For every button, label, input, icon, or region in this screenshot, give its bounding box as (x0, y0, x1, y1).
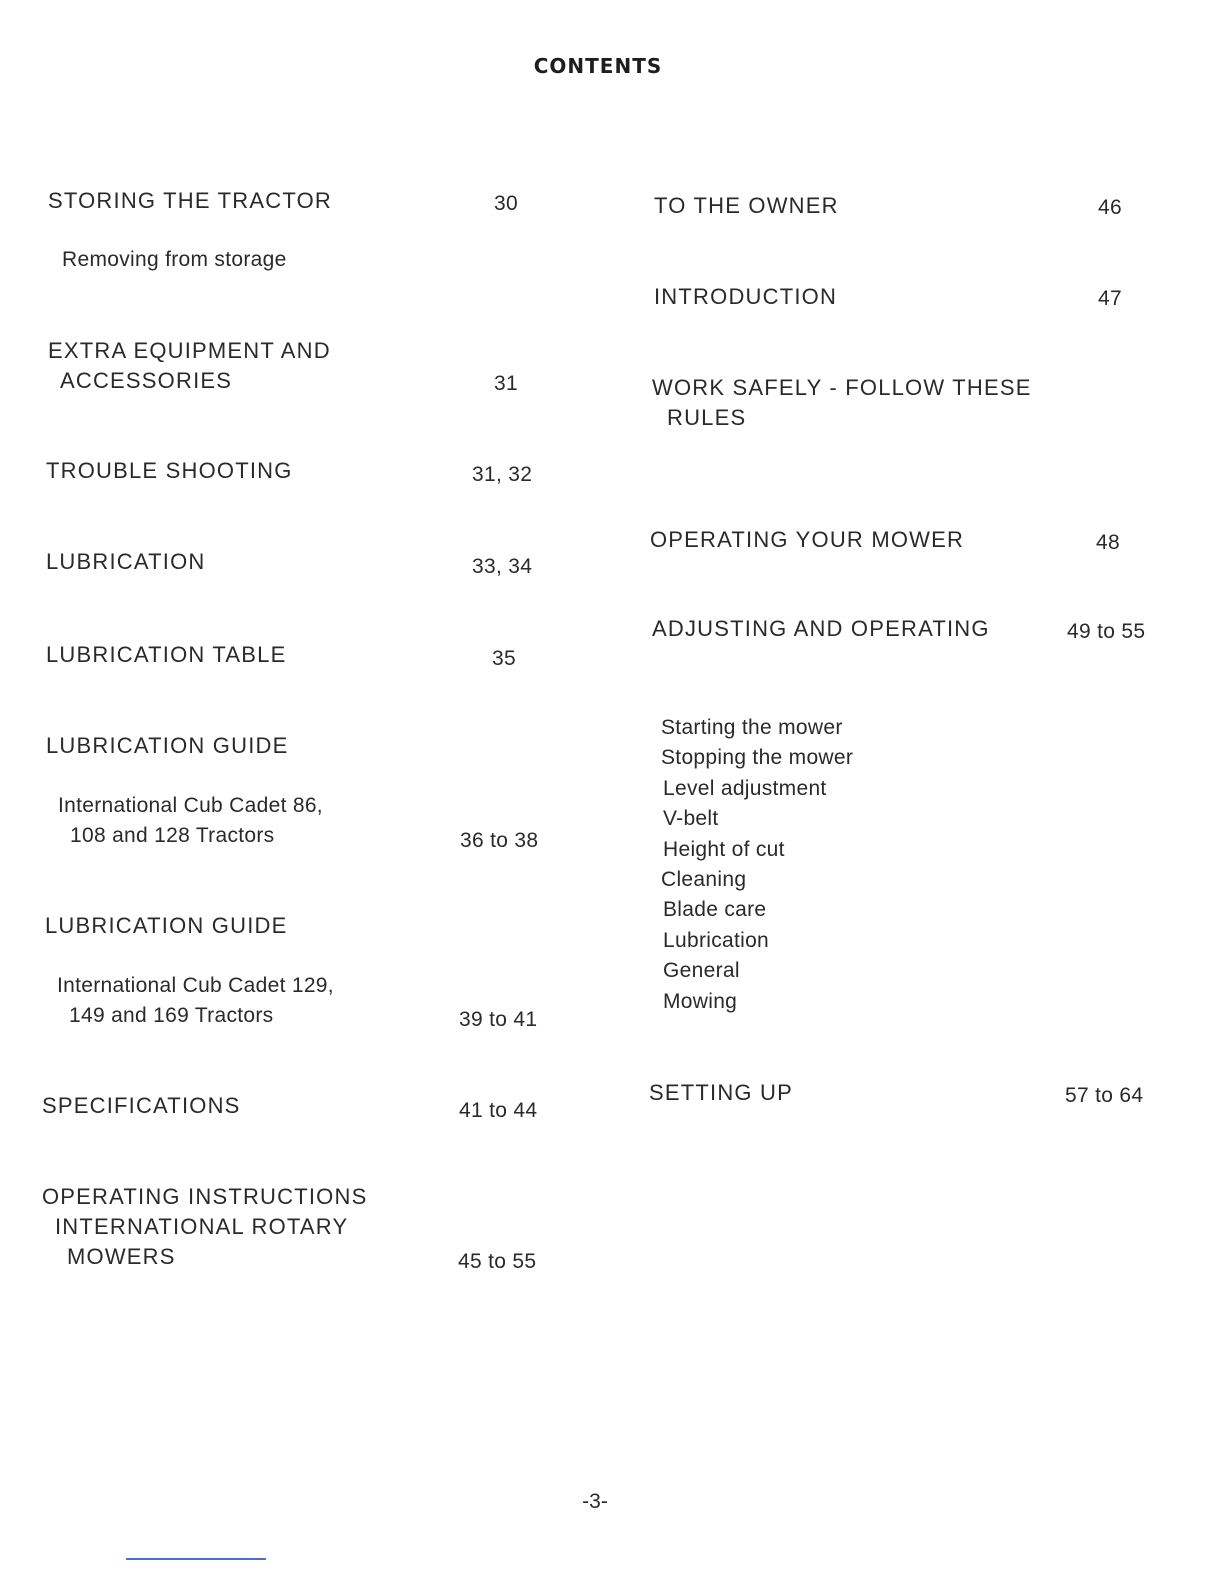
toc-page-introduction: 47 (1098, 287, 1122, 310)
toc-heading-specifications: SPECIFICATIONS (42, 1093, 241, 1118)
toc-page-setting-up: 57 to 64 (1065, 1084, 1144, 1107)
subentry-blade-care: Blade care (663, 898, 767, 922)
toc-heading-to-the-owner: TO THE OWNER (654, 193, 839, 218)
page-number: -3- (582, 1490, 608, 1513)
toc-heading-adjusting-and-operating: ADJUSTING AND OPERATING (652, 616, 990, 641)
toc-page-cub-cadet-86: 36 to 38 (460, 829, 539, 852)
toc-page-lubrication: 33, 34 (472, 555, 533, 578)
toc-heading-operating-instructions: OPERATING INSTRUCTIONS INTERNATIONAL ROTARY MOWERS (42, 1184, 368, 1269)
toc-page-adjusting-and-operating: 49 to 55 (1067, 620, 1146, 643)
toc-subentry-list-mower-operations (661, 713, 853, 1017)
toc-page-storing-the-tractor: 30 (494, 192, 518, 215)
subentry-lubrication: Lubrication (663, 928, 770, 952)
toc-heading-lubrication-guide-2: LUBRICATION GUIDE (45, 913, 288, 938)
subentry-starting-the-mower: Starting the mower (661, 716, 843, 739)
page-title: CONTENTS (533, 54, 663, 78)
toc-page-operating-instructions: 45 to 55 (458, 1250, 537, 1273)
toc-heading-lubrication: LUBRICATION (46, 549, 206, 574)
toc-heading-operating-your-mower: OPERATING YOUR MOWER (650, 527, 965, 552)
toc-page-to-the-owner: 46 (1098, 196, 1122, 219)
subentry-mowing: Mowing (663, 989, 738, 1013)
toc-subentry-removing-from-storage: Removing from storage (62, 248, 287, 271)
subentry-v-belt: V-belt (663, 807, 719, 831)
toc-page-cub-cadet-129: 39 to 41 (459, 1008, 538, 1031)
toc-page-operating-your-mower: 48 (1096, 531, 1120, 554)
subentry-general: General (663, 959, 740, 983)
toc-page-lubrication-table: 35 (492, 647, 516, 670)
toc-heading-setting-up: SETTING UP (649, 1080, 794, 1105)
toc-heading-introduction: INTRODUCTION (654, 284, 838, 309)
toc-heading-trouble-shooting: TROUBLE SHOOTING (46, 458, 293, 483)
toc-subentry-cub-cadet-129: International Cub Cadet 129, 149 and 169 Tractors (57, 974, 334, 1027)
scan-edge-mark (126, 1558, 266, 1560)
toc-page-extra-equipment: 31 (494, 372, 518, 395)
toc-subentry-cub-cadet-86: International Cub Cadet 86, 108 and 128 Tractors (58, 794, 323, 847)
toc-heading-storing-the-tractor: STORING THE TRACTOR (48, 188, 332, 213)
toc-heading-work-safely: WORK SAFELY - FOLLOW THESE RULES (652, 375, 1032, 430)
subentry-stopping-the-mower: Stopping the mower (661, 746, 854, 770)
toc-heading-lubrication-table: LUBRICATION TABLE (46, 642, 287, 667)
toc-page-specifications: 41 to 44 (459, 1099, 538, 1122)
toc-heading-extra-equipment: EXTRA EQUIPMENT AND ACCESSORIES (48, 338, 331, 393)
toc-page-trouble-shooting: 31, 32 (472, 463, 533, 486)
subentry-height-of-cut: Height of cut (663, 837, 785, 861)
subentry-cleaning: Cleaning (661, 868, 747, 892)
toc-heading-lubrication-guide-1: LUBRICATION GUIDE (46, 733, 289, 758)
subentry-level-adjustment: Level adjustment (663, 776, 827, 800)
